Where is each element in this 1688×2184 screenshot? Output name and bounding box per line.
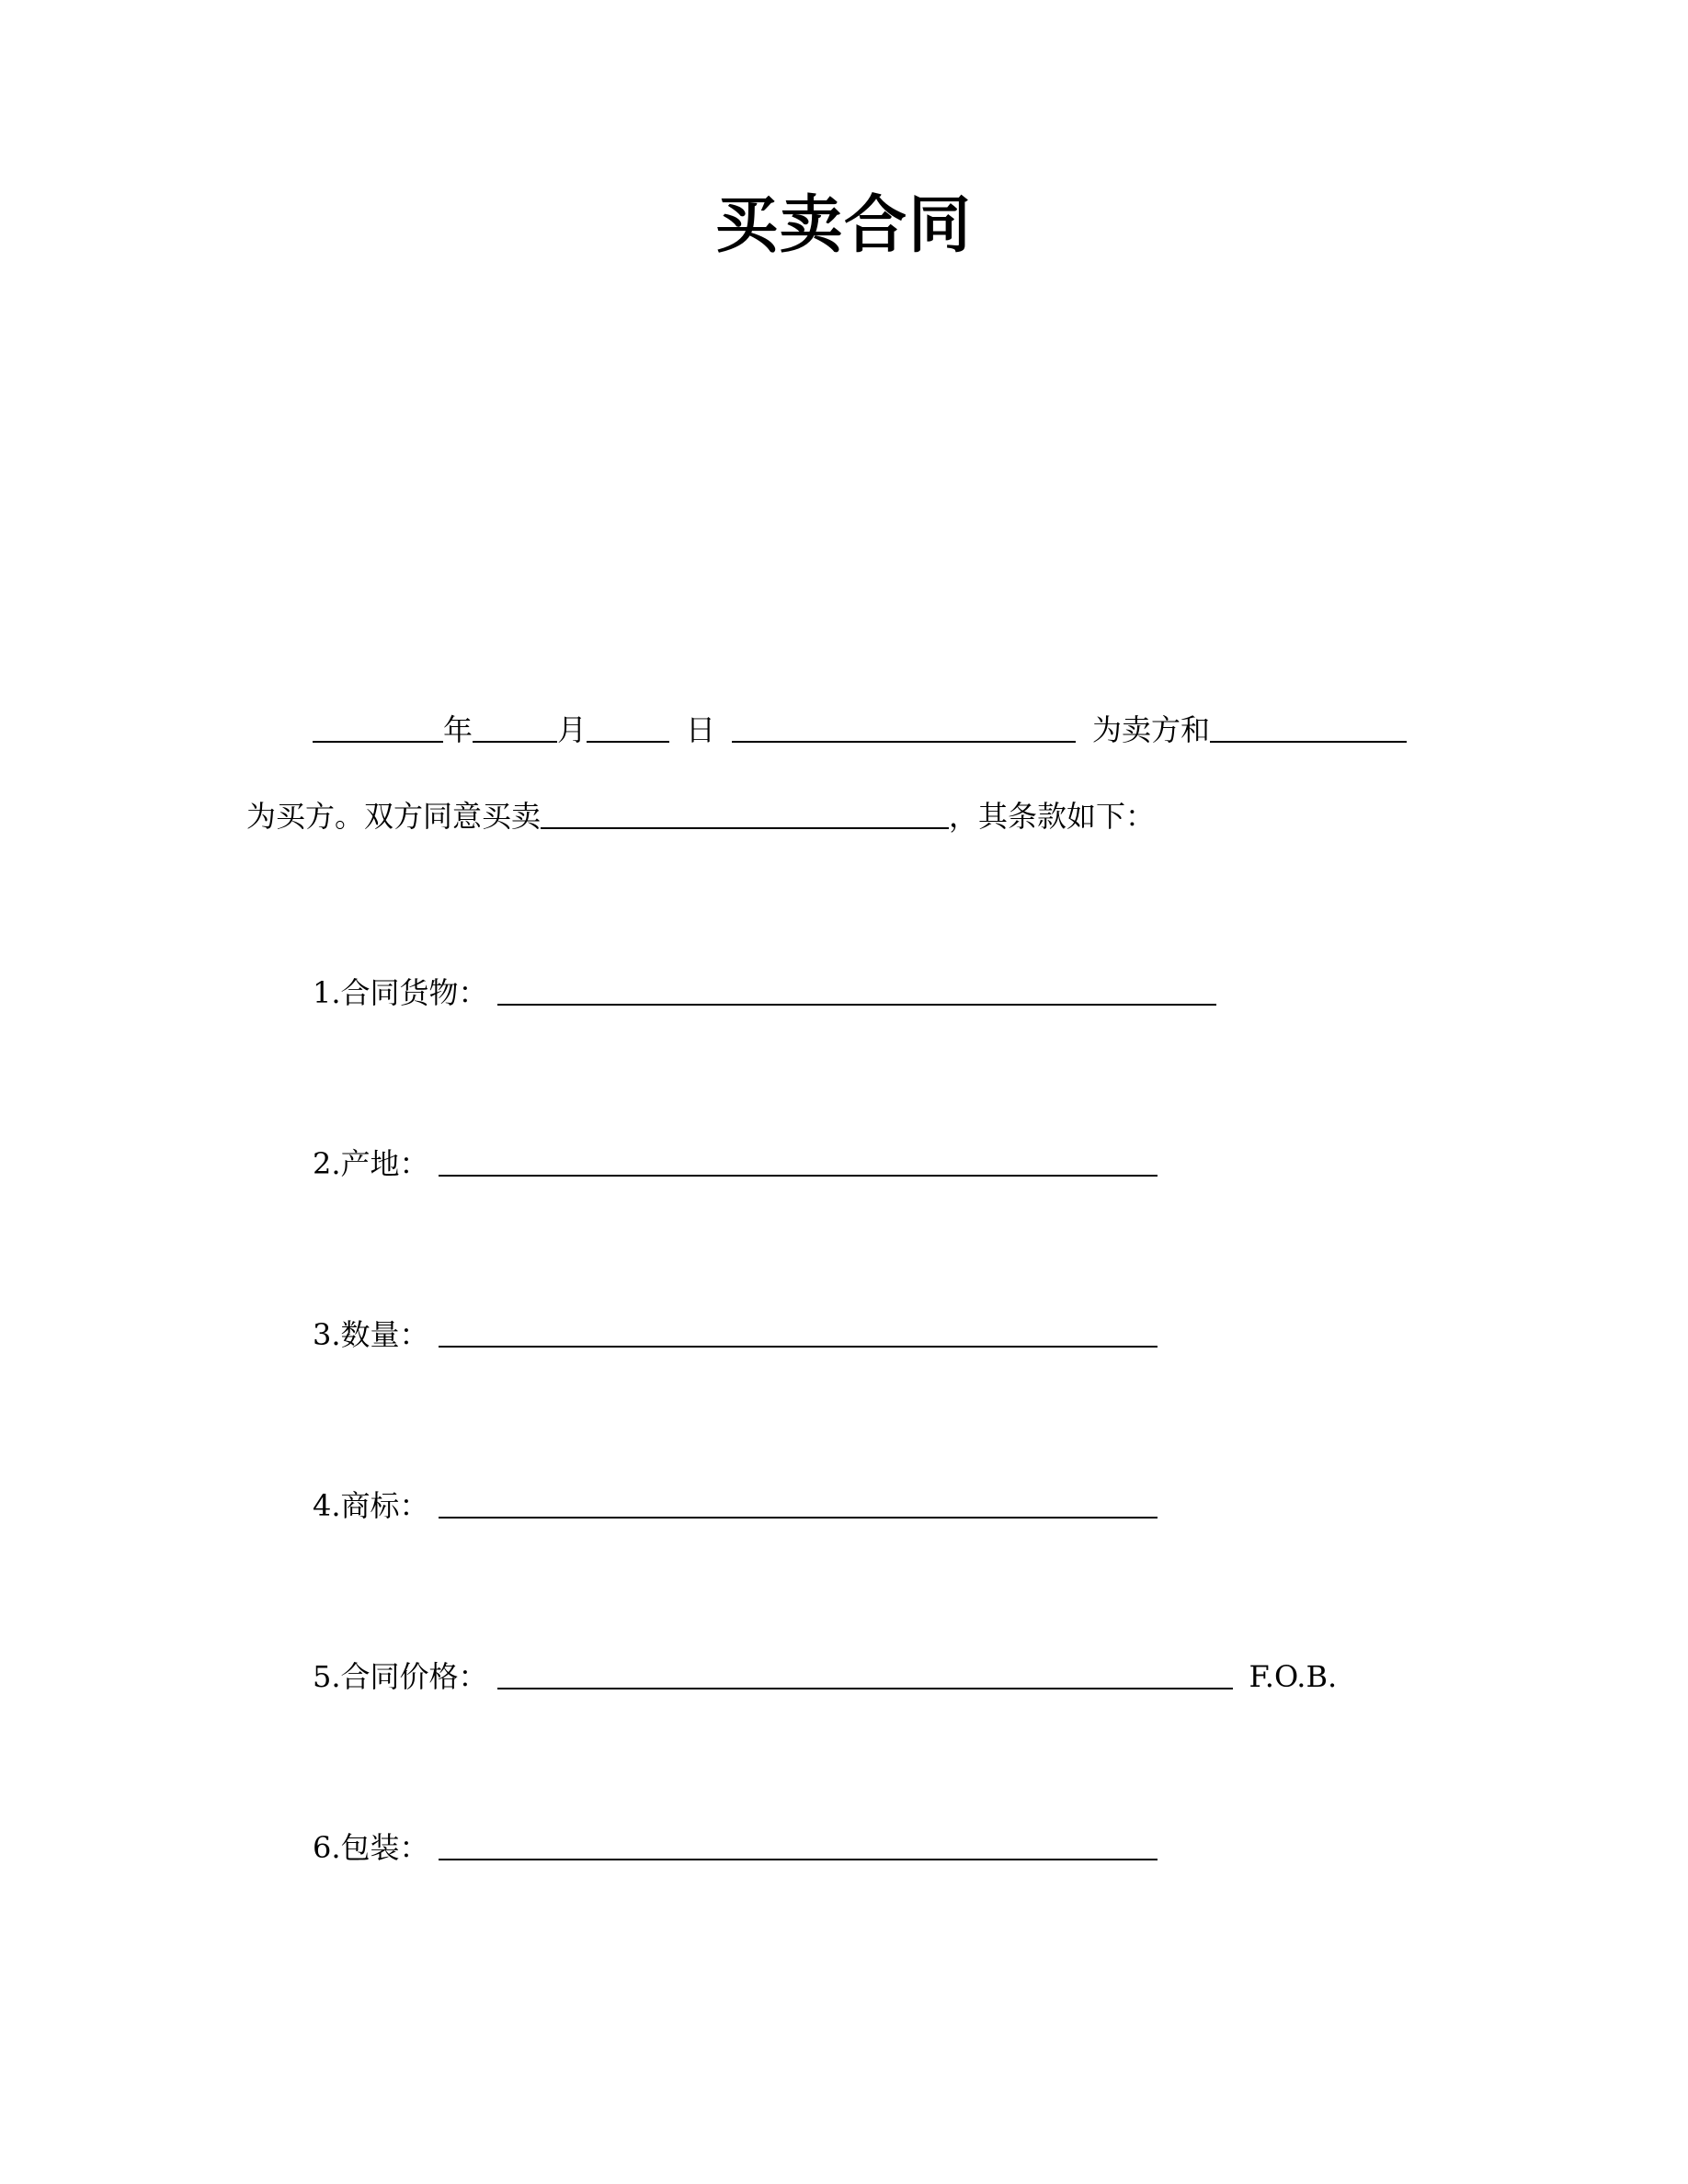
- seller-blank[interactable]: [732, 713, 1076, 743]
- clause-origin: [313, 1142, 1158, 1181]
- clause-label: 6.包装：: [313, 1830, 429, 1865]
- day-label: 日: [686, 712, 716, 747]
- seller-label: 为卖方和: [1092, 712, 1211, 747]
- trademark-blank[interactable]: [439, 1489, 1158, 1519]
- buyer-label: 为买方。双方同意买卖: [246, 799, 542, 834]
- clause-contract-goods: [313, 971, 1216, 1010]
- terms-intro: ，其条款如下：: [949, 799, 1156, 834]
- document-title: 买卖合同: [714, 189, 973, 262]
- year-blank[interactable]: [313, 713, 443, 743]
- contract-price-blank[interactable]: [497, 1660, 1233, 1689]
- clause-quantity: [313, 1313, 1158, 1352]
- month-blank[interactable]: [473, 713, 557, 743]
- buyer-blank[interactable]: [1210, 713, 1407, 743]
- month-label: 月: [557, 712, 587, 747]
- quantity-blank[interactable]: [439, 1318, 1158, 1348]
- packing-blank[interactable]: [439, 1831, 1158, 1860]
- goods-blank[interactable]: [541, 800, 949, 829]
- preamble-line-1: [313, 708, 1407, 745]
- preamble-line-2: [246, 794, 1156, 834]
- contract-goods-blank[interactable]: [497, 976, 1216, 1006]
- day-blank[interactable]: [587, 713, 669, 743]
- clause-contract-price: [313, 1655, 1338, 1694]
- clause-label: 3.数量：: [313, 1317, 429, 1352]
- clause-label: 5.合同价格：: [313, 1659, 488, 1694]
- year-label: 年: [443, 712, 473, 747]
- clause-trademark: [313, 1484, 1158, 1523]
- clause-label: 4.商标：: [313, 1488, 429, 1523]
- origin-blank[interactable]: [439, 1147, 1158, 1177]
- price-term-fob: F.O.B.: [1249, 1659, 1338, 1694]
- clause-label: 1.合同货物：: [313, 975, 488, 1010]
- clause-label: 2.产地：: [313, 1146, 429, 1181]
- clause-packing: [313, 1826, 1158, 1865]
